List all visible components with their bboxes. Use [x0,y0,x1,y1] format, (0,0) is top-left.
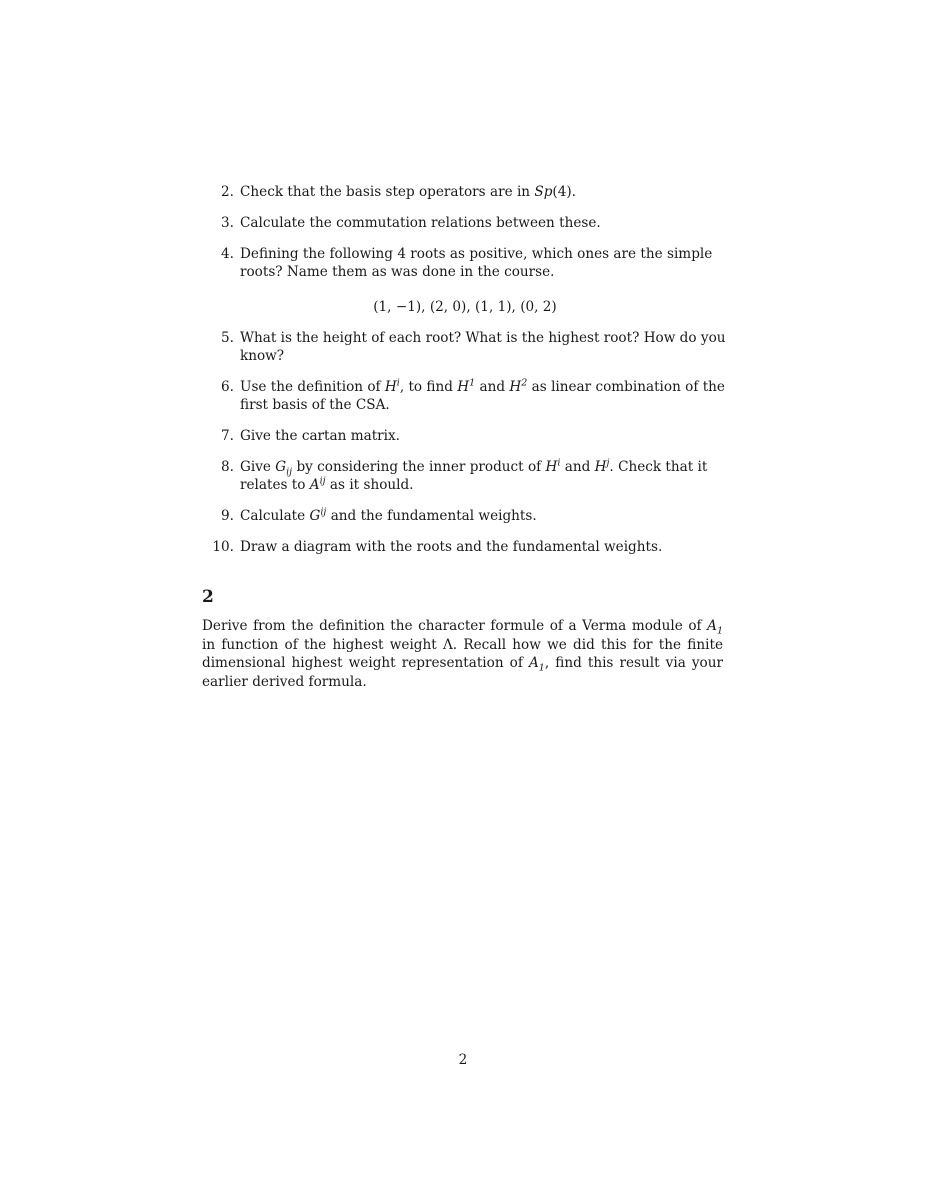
exercise-text: Defining the following 4 roots as positive, which ones are the simple roots? Name them as was done in the course. [240,246,713,280]
exercise-text: and [560,459,595,475]
exercise-item-10 [200,538,730,556]
exercise-list [200,183,730,569]
math-symbol: $G_{ij}$ [275,459,293,478]
exercise-number: 2. [221,184,234,200]
exercise-number: 7. [221,428,234,444]
exercise-text: and [475,379,510,395]
exercise-item-4 [200,245,730,316]
exercise-text: Give [240,459,276,475]
exercise-text: (4). [552,184,576,200]
exercise-number: 3. [221,215,234,231]
exercise-number: 5. [221,330,234,346]
section-body: Derive from the definition the character formule of a Verma module of $A_1$ in function of the highest weight Λ. Recall how we did this for the finite dimensional highest weight representation of $A_1$, find this result via your earlier derived formula. [202,618,723,690]
exercise-text: as linear combination of the first basis of the CSA. [240,379,725,413]
exercise-text: by considering the inner product of [292,459,546,475]
math-symbol: $H^1$ [457,377,476,395]
math-symbol: $A_1$ [707,618,723,637]
exercise-text: and the fundamental weights. [326,508,537,524]
math-symbol: $H^2$ [509,377,528,395]
exercise-text: , to find [399,379,458,395]
section-heading: 2 [202,587,214,607]
math-symbol: $H^i$ [545,457,561,475]
math-symbol: $A_1$ [528,655,545,674]
math-symbol: $G^{ij}$ [309,506,327,524]
exercise-text: Calculate the commutation relations between these. [240,215,601,231]
exercise-text: . Check that it relates to [240,459,708,493]
exercise-item-2 [200,183,730,201]
exercise-text: as it should. [325,477,414,493]
exercise-number: 10. [212,539,234,555]
exercise-text: Draw a diagram with the roots and the fundamental weights. [240,539,663,555]
math-symbol: $H^j$ [594,457,610,475]
roots-equation: (1, −1), (2, 0), (1, 1), (0, 2) [373,299,557,315]
exercise-item-9 [200,507,730,525]
exercise-number: 6. [221,379,234,395]
exercise-text: Give the cartan matrix. [240,428,400,444]
exercise-item-7 [200,427,730,445]
exercise-item-3 [200,214,730,232]
exercise-text: Calculate [240,508,310,524]
exercise-item-5 [200,329,730,365]
math-symbol: Sp [534,184,553,200]
math-symbol: $A^{ij}$ [309,475,326,493]
page-number: 2 [458,1052,468,1068]
exercise-text: What is the height of each root? What is the highest root? How do you know? [240,330,726,364]
exercise-number: 9. [221,508,234,524]
exercise-text: Check that the basis step operators are in [240,184,535,200]
exercise-number: 8. [221,459,234,475]
exercise-item-8 [200,458,730,494]
exercise-number: 4. [221,246,234,262]
exercise-item-6 [200,378,730,414]
math-symbol: $H^i$ [384,377,400,395]
exercise-text: Use the definition of [240,379,385,395]
